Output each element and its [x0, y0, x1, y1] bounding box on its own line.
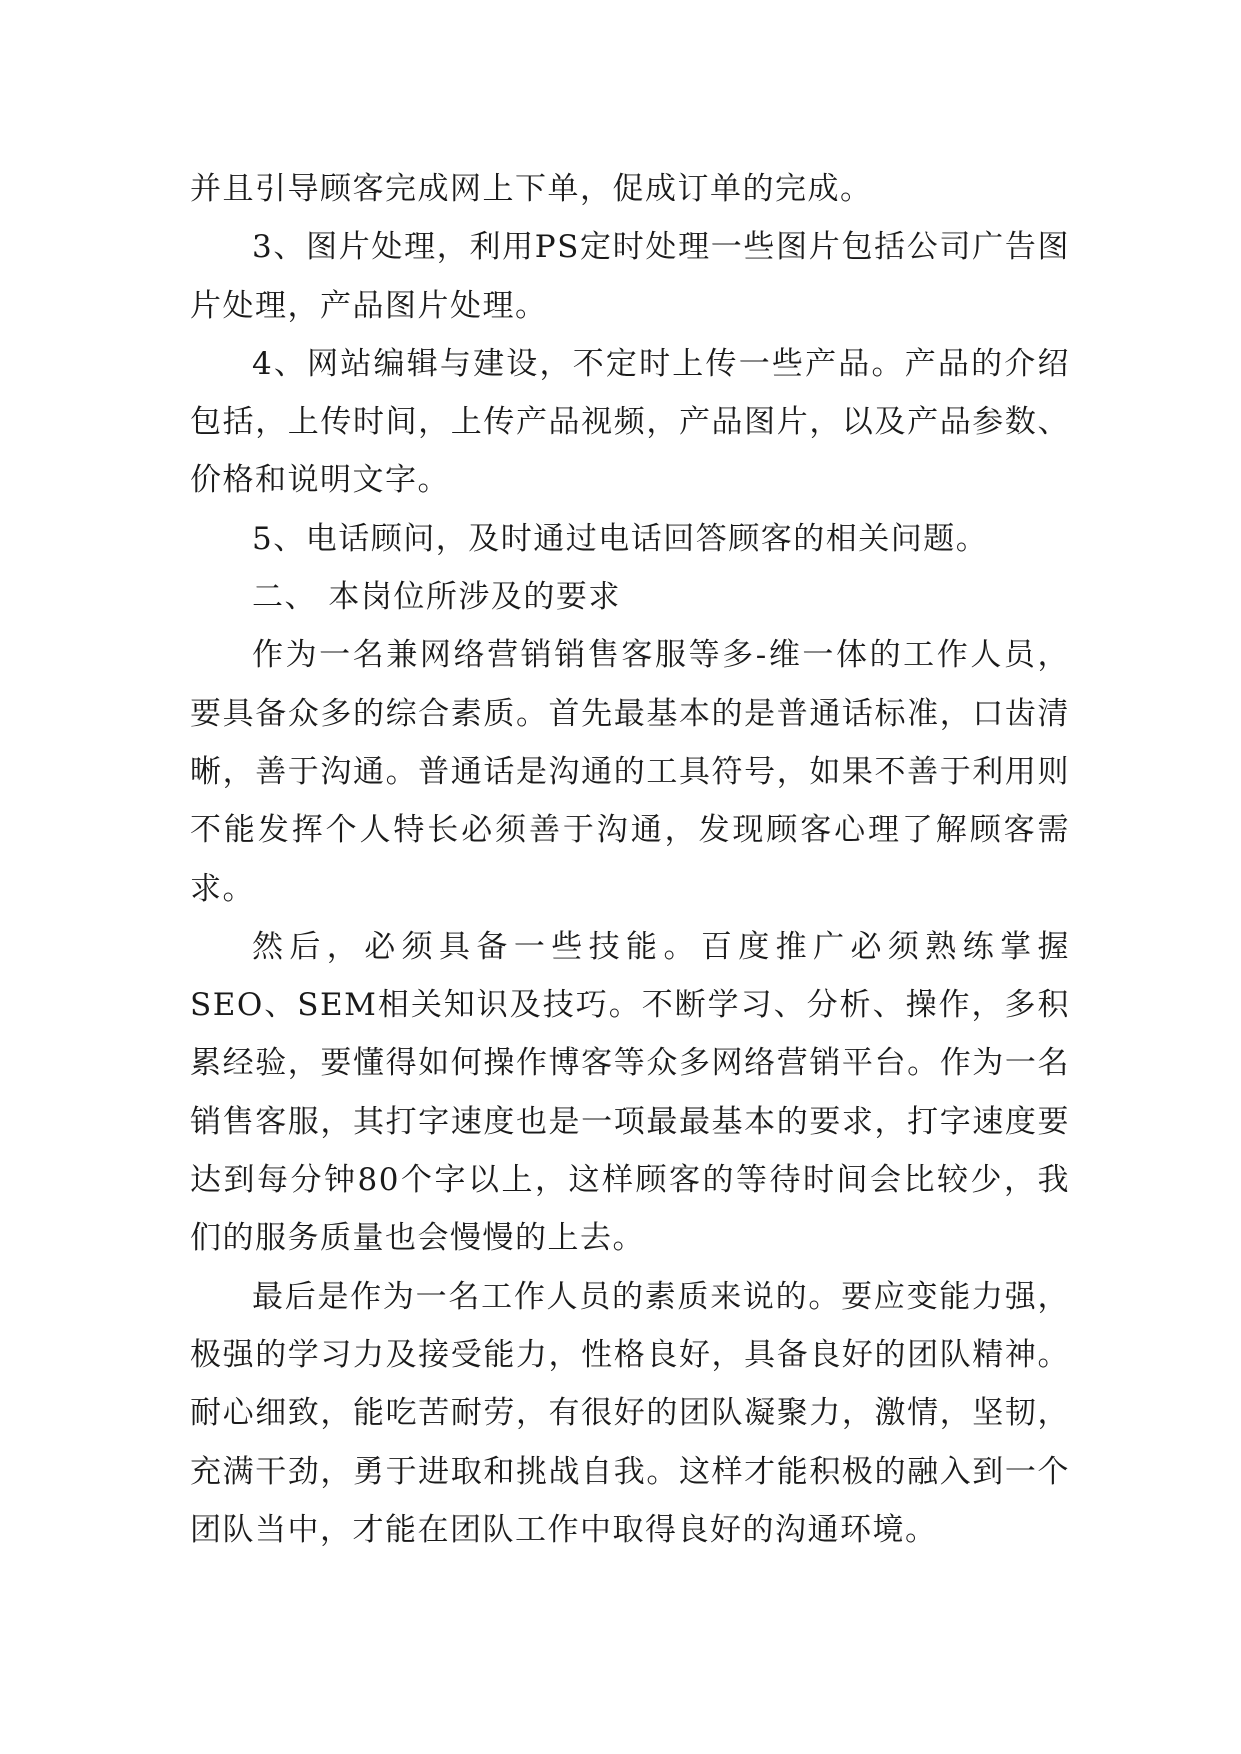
section-heading-2: 二、 本岗位所涉及的要求	[252, 579, 621, 616]
document-body	[190, 160, 1070, 1559]
paragraph-item-3: 3、图片处理，利用PS定时处理一些图片包括公司广告图片处理，产品图片处理。	[190, 229, 1070, 324]
paragraph-continuation: 并且引导顾客完成网上下单，促成订单的完成。	[190, 171, 873, 207]
paragraph-item-4: 4、网站编辑与建设，不定时上传一些产品。产品的介绍包括，上传时间，上传产品视频，产品图片，以及产品参数、价格和说明文字。	[190, 345, 1070, 499]
paragraph-skills: 然后，必须具备一些技能。百度推广必须熟练掌握SEO、SEM相关知识及技巧。不断学习、分析、操作，多积累经验，要懂得如何操作博客等众多网络营销平台。作为一名销售客服，其打字速度也是一项最最基本的要求，打字速度要达到每分钟80个字以上，这样顾客的等待时间会比较少，我们的服务质量也会慢慢的上去。	[190, 928, 1070, 1257]
paragraph-qualities: 最后是作为一名工作人员的素质来说的。要应变能力强，极强的学习力及接受能力，性格良好，具备良好的团队精神。耐心细致，能吃苦耐劳，有很好的团队凝聚力，激情，坚韧，充满干劲，勇于进取和挑战自我。这样才能积极的融入到一个团队当中，才能在团队工作中取得良好的沟通环境。	[190, 1278, 1070, 1548]
paragraph-requirements-intro: 作为一名兼网络营销销售客服等多-维一体的工作人员，要具备众多的综合素质。首先最基本的是普通话标准，口齿清晰，善于沟通。普通话是沟通的工具符号，如果不善于利用则不能发挥个人特长必须善于沟通，发现顾客心理了解顾客需求。	[190, 637, 1070, 907]
paragraph-item-5: 5、电话顾问，及时通过电话回答顾客的相关问题。	[252, 520, 989, 557]
